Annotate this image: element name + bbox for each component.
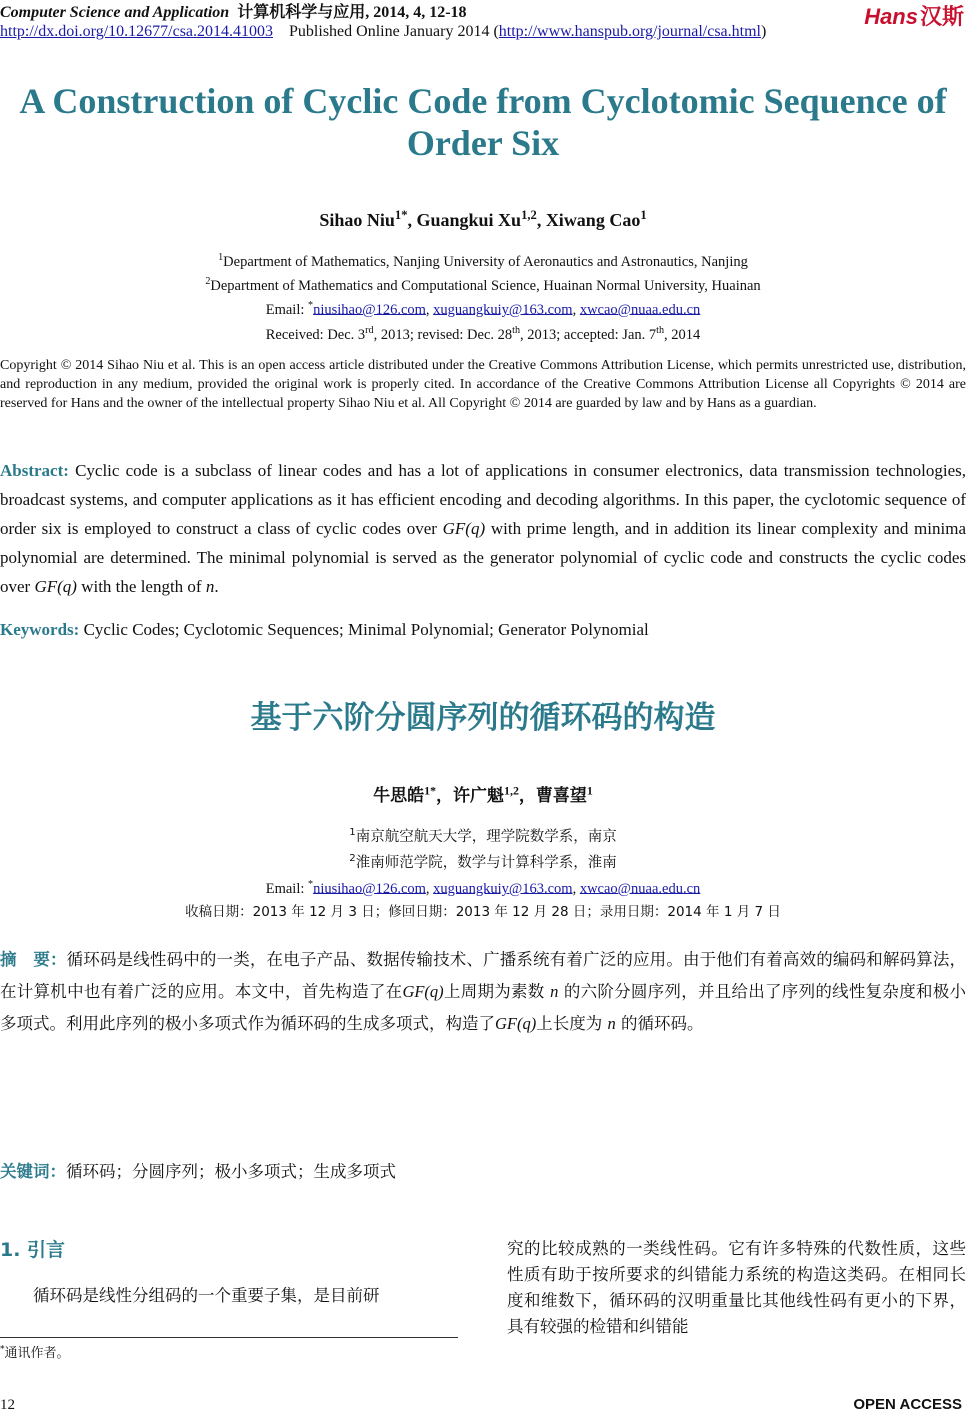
received-part-4: , 2014 [664,326,701,343]
affiliation-cn-2-text: 淮南师范学院，数学与计算科学系，淮南 [355,854,617,871]
abstract-text-2: with prime length, and in addition its linear complexity and minima polynomial are determined. The minimal polynomial is served as the generator polynomial of cyclic code and constructs the cyclic codes over [0,519,966,596]
email-link-1[interactable]: niusihao@126.com [313,301,426,318]
affiliation-cn-2 [0,848,966,874]
email-link-2[interactable]: xuguangkuiy@163.com [433,880,573,897]
received-dates-en [0,321,966,345]
math-gf-q: GF(q) [402,982,444,1001]
received-part-2: , 2013; revised: Dec. 28 [373,326,513,343]
affiliation-2-sup: 2 [205,275,211,287]
received-sup-1: rd [365,325,374,336]
received-part-3: , 2013; accepted: Jan. 7 [520,326,657,343]
author-2-sup: 1,2 [521,208,537,222]
author-cn-1-sup: 1* [424,783,437,798]
journal-name-cn: 计算机科学与应用 [237,2,366,21]
email-line-cn [0,874,966,900]
authors-en [0,208,966,231]
title-line-1: A Construction of Cyclic Code from Cyclotomic Sequence of [19,81,947,121]
body-text-right: 究的比较成熟的一类线性码。它有许多特殊的代数性质，这些性质有助于按所要求的纠错能力系统的构造这类码。在相同长度和维数下，循环码的汉明重量比其他线性码有更小的下界，具有较强的检错和纠错能 [507,1239,966,1336]
author-2: , Guangkui Xu [407,210,522,230]
open-access-label: OPEN ACCESS [853,1396,962,1413]
published-text: Published Online January 2014 ( [289,23,499,40]
keywords-cn-label: 关键词： [0,1162,66,1181]
keywords-text: Cyclic Codes; Cyclotomic Sequences; Minimal Polynomial; Generator Polynomial [79,620,649,639]
affiliation-cn-1-text: 南京航空航天大学，理学院数学系，南京 [355,828,617,845]
email-sup: * [308,878,314,890]
affiliation-cn-1 [0,822,966,848]
close-paren: ) [760,23,767,40]
abstract-text-3: with the length of [76,577,206,596]
footnote-text: 通讯作者。 [4,1346,70,1361]
keywords-cn [0,1158,396,1182]
abstract-label: Abstract: [0,461,69,480]
body-text-left: 循环码是线性分组码的一个重要子集，是目前研 [33,1286,380,1305]
copyright-notice: Copyright © 2014 Sihao Niu et al. This is an open access article distributed under the Creative Commons Attribution License, which permits unrestricted use, distribution, and reproduction in any medium, provided the original work is properly cited. In accordance of the Creative Commons Attribution License all Copyrights © 2014 are reserved for Hans and the owner of the intellectual property Sihao Niu et al. All Copyright © 2014 are guarded by law and by Hans as a guardian. [0,358,966,411]
doi-link[interactable]: http://dx.doi.org/10.12677/csa.2014.41003 [0,23,274,40]
journal-issue: , 2014, 4, 12-18 [365,4,467,21]
author-1-sup: 1* [394,208,408,222]
email-sep: , [425,301,434,318]
affiliation-1 [0,248,966,272]
math-gf-q: GF(q) [34,577,77,596]
keywords-label: Keywords: [0,620,80,639]
author-cn-3-sup: 1 [586,783,593,798]
abstract-en [0,456,966,601]
received-dates-cn: 收稿日期：2013 年 12 月 3 日；修回日期：2013 年 12 月 28 日；录用日期：2014 年 1 月 7 日 [185,904,781,920]
abstract-cn-text-2: 上周期为素数 [443,982,551,1001]
math-n: n [205,577,215,596]
email-sep: , [572,880,580,897]
math-gf-q: GF(q) [442,519,486,538]
email-link-2[interactable]: xuguangkuiy@163.com [433,301,573,318]
keywords-en [0,620,649,640]
email-sup: * [308,299,314,311]
author-cn-1: 牛思皓 [373,786,425,806]
abstract-cn-text-5: 的循环码。 [615,1014,704,1033]
math-gf-q: GF(q) [495,1014,537,1033]
math-n: n [607,1014,616,1033]
email-label: Email: [265,880,309,897]
abstract-text-1: Cyclic code is a subclass of linear codes and has a lot of applications in consumer electronics, data transmission technologies, broadcast systems, and computer applications as it has efficient encoding and decoding algorithms. In this paper, the cyclotomic sequence of order six is employed to construct a class of cyclic codes over [0,461,966,538]
affiliations-cn [0,822,966,899]
affiliation-2-text: Department of Mathematics and Computational Science, Huainan Normal University, Huainan [210,277,761,294]
abstract-end: . [214,577,219,596]
footnote [0,1342,70,1361]
section-heading-intro: 1. 引言 [0,1239,66,1261]
footnote-sup: * [0,1344,5,1355]
email-line-en [0,296,966,320]
email-sep: , [572,301,580,318]
email-link-3[interactable]: xwcao@nuaa.edu.cn [579,880,701,897]
author-1: Sihao Niu [319,210,395,230]
hans-logo [864,0,964,31]
author-3-sup: 1 [640,208,647,222]
title-line-2: Order Six [406,123,560,163]
email-link-3[interactable]: xwcao@nuaa.edu.cn [579,301,701,318]
abstract-cn [0,944,966,1040]
journal-name-en: Computer Science and Application [0,4,230,21]
math-n: n [550,982,559,1001]
author-cn-3: ，曹喜望 [518,786,587,806]
journal-url-link[interactable]: http://www.hanspub.org/journal/csa.html [498,23,761,40]
email-link-1[interactable]: niusihao@126.com [313,880,426,897]
email-sep: , [425,880,434,897]
author-cn-2-sup: 1,2 [504,783,519,798]
abstract-cn-text-3: 的六阶分圆序列，并且给出了序列的线性复杂度和极小多项式。利用此序列的极小多项式作为循环码的生成多项式，构造了 [0,982,966,1033]
footnote-divider [0,1337,458,1338]
received-part-1: Received: Dec. 3 [265,326,366,343]
author-3: , Xiwang Cao [536,210,641,230]
paper-title-cn: 基于六阶分圆序列的循环码的构造 [250,700,716,736]
logo-text-en: Hans [864,4,918,29]
affiliations-en [0,248,966,319]
doi-line [0,22,766,41]
authors-cn [0,781,966,806]
abstract-cn-text-4: 上长度为 [536,1014,608,1033]
affiliation-cn-1-sup: 1 [349,827,356,838]
author-cn-2: ，许广魁 [436,786,505,806]
journal-line [0,2,766,22]
journal-header [0,2,766,41]
page-number: 12 [0,1397,15,1413]
abstract-cn-label: 摘 要： [0,950,67,969]
affiliation-2 [0,272,966,296]
abstract-cn-text-1: 循环码是线性码中的一类，在电子产品、数据传输技术、广播系统有着广泛的应用。由于他们有着高效的编码和解码算法，在计算机中也有着广泛的应用。本文中，首先构造了在 [0,950,966,1001]
received-sup-3: th [656,325,665,336]
received-sup-2: th [512,325,521,336]
paper-title-en [0,80,966,164]
email-label: Email: [265,301,309,318]
affiliation-1-sup: 1 [218,252,224,263]
affiliation-cn-2-sup: 2 [349,852,356,864]
affiliation-1-text: Department of Mathematics, Nanjing University of Aeronautics and Astronautics, Nanjing [223,253,748,270]
logo-text-cn: 汉斯 [919,4,964,29]
keywords-cn-text: 循环码；分圆序列；极小多项式；生成多项式 [66,1162,396,1181]
